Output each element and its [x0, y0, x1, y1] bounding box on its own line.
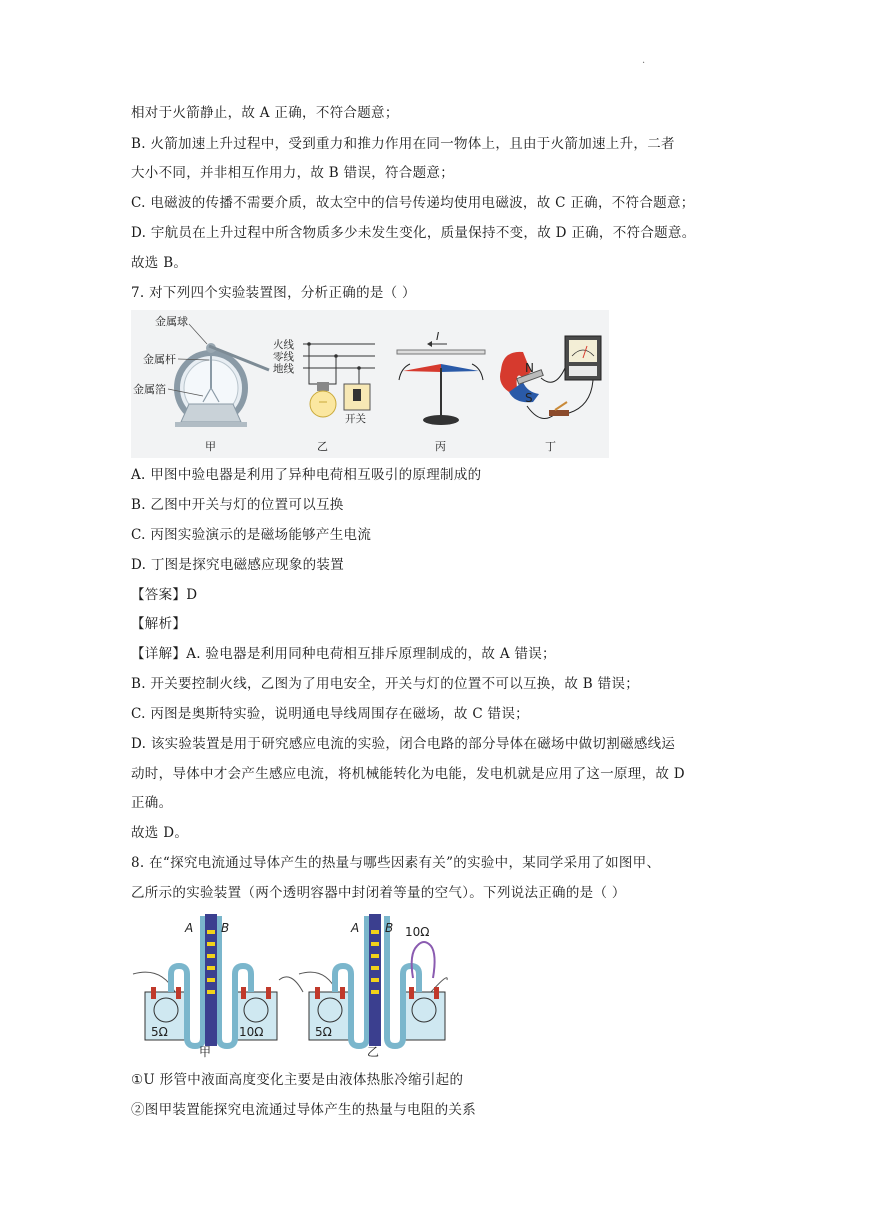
text-line: C. 电磁波的传播不需要介质，故太空中的信号传递均使用电磁波，故 C 正确，不符合题意； — [131, 195, 695, 211]
text-line: 大小不同，并非相互作用力，故 B 错误，符合题意； — [131, 165, 455, 181]
option-a: A. 甲图中验电器是利用了异种电荷相互吸引的原理制成的 — [131, 467, 482, 483]
tube-label-a: A — [185, 921, 194, 935]
statement-2: ②图甲装置能探究电流通过导体产生的热量与电阻的关系 — [131, 1102, 476, 1118]
text-line: 故选 D。 — [131, 825, 189, 841]
label-north: N — [525, 361, 534, 375]
text-line: 故选 B。 — [131, 255, 188, 271]
label-metal-ball: 金属球 — [155, 315, 188, 328]
text-line: 乙所示的实验装置（两个透明容器中封闭着等量的空气）。下列说法正确的是（ ） — [131, 885, 626, 901]
text-line: 相对于火箭静止，故 A 正确，不符合题意； — [131, 105, 399, 121]
text-line: B. 火箭加速上升过程中，受到重力和推力作用在同一物体上，且由于火箭加速上升，二者 — [131, 136, 675, 152]
caption-yi: 乙 — [367, 1045, 380, 1059]
analysis-label: 【解析】 — [131, 616, 187, 632]
label-live-wire: 火线 — [273, 339, 294, 351]
label-metal-foil: 金属箔 — [133, 383, 166, 396]
q8-figure — [131, 910, 451, 1062]
caption-yi: 乙 — [317, 440, 328, 453]
resistor-5-ohm: 5Ω — [315, 1025, 332, 1039]
label-current: I — [436, 330, 440, 343]
answer-label: 【答案】D — [131, 587, 198, 603]
option-d: D. 丁图是探究电磁感应现象的装置 — [131, 557, 345, 573]
resistor-10-ohm-outside: 10Ω — [405, 925, 430, 939]
label-south: S — [525, 391, 533, 405]
text-line: 【详解】A. 验电器是利用同种电荷相互排斥原理制成的，故 A 错误； — [131, 646, 556, 662]
text-line: 正确。 — [131, 795, 173, 811]
label-metal-rod: 金属杆 — [143, 353, 176, 366]
text-line: 动时，导体中才会产生感应电流，将机械能转化为电能，发电机就是应用了这一原理，故 D — [131, 766, 685, 782]
resistor-10-ohm: 10Ω — [239, 1025, 264, 1039]
statement-1: ①U 形管中液面高度变化主要是由液体热胀冷缩引起的 — [131, 1072, 464, 1088]
setup-jia — [133, 914, 303, 1059]
option-b: B. 乙图中开关与灯的位置可以互换 — [131, 497, 344, 513]
tube-label-b: B — [221, 921, 230, 935]
caption-ding: 丁 — [545, 440, 556, 453]
setup-yi — [299, 914, 447, 1059]
label-neutral-wire: 零线 — [273, 351, 294, 363]
page-mark: · — [642, 58, 646, 69]
caption-jia: 甲 — [199, 1045, 212, 1059]
text-line: C. 丙图是奥斯特实验，说明通电导线周围存在磁场，故 C 错误； — [131, 706, 529, 722]
text-line: B. 开关要控制火线，乙图为了用电安全，开关与灯的位置不可以互换，故 B 错误； — [131, 676, 640, 692]
question-8: 8. 在“探究电流通过导体产生的热量与哪些因素有关”的实验中，某同学采用了如图甲、 — [131, 855, 661, 871]
caption-jia: 甲 — [205, 440, 216, 453]
text-line: D. 该实验装置是用于研究感应电流的实验，闭合电路的部分导体在磁场中做切割磁感线运 — [131, 736, 676, 752]
question-7: 7. 对下列四个实验装置图，分析正确的是（ ） — [131, 285, 416, 301]
tube-label-a: A — [351, 921, 360, 935]
label-switch: 开关 — [345, 413, 366, 425]
q7-figure — [131, 310, 609, 458]
label-ground-wire: 地线 — [273, 363, 294, 375]
option-c: C. 丙图实验演示的是磁场能够产生电流 — [131, 527, 372, 543]
caption-bing: 丙 — [435, 440, 446, 453]
tube-label-b: B — [385, 921, 394, 935]
text-line: D. 宇航员在上升过程中所含物质多少未发生变化，质量保持不变，故 D 正确，不符合题意。 — [131, 225, 696, 241]
resistor-5-ohm: 5Ω — [151, 1025, 168, 1039]
